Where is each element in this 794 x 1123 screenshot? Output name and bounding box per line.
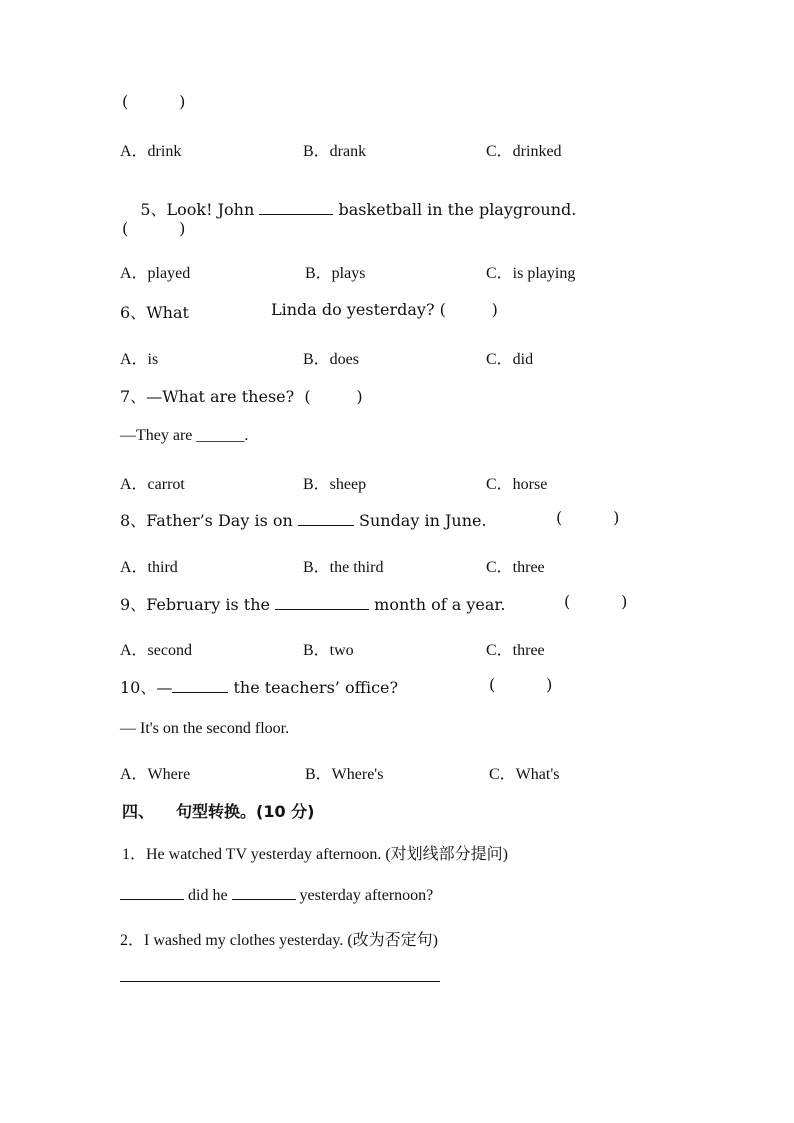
- q4-answer-paren-line: [0, 92, 794, 116]
- question-number: 6、: [120, 303, 147, 322]
- q10-answer-line: [0, 720, 794, 744]
- s4-q1-stem: [0, 841, 794, 865]
- question-text: What: [146, 303, 189, 322]
- answer-blank-1: [120, 885, 184, 900]
- option-b: B．plays: [305, 265, 366, 282]
- q5-options: [0, 260, 794, 284]
- option-a: A．Where: [120, 766, 191, 783]
- q9-options: [0, 637, 794, 661]
- option-c: C．three: [486, 642, 545, 659]
- option-c: C．drinked: [486, 143, 562, 160]
- answer-text-end: .: [244, 427, 249, 444]
- option-c: C．is playing: [486, 265, 576, 282]
- q10-stem: [0, 675, 794, 699]
- option-c: C．What's: [489, 766, 560, 783]
- option-a: A．second: [120, 642, 192, 659]
- section-label: 四、: [122, 802, 155, 821]
- question-number: 9、: [120, 595, 147, 614]
- question-text-end: Sunday in June.: [353, 511, 487, 530]
- option-a: A．drink: [120, 143, 182, 160]
- question-text-end: Linda do yesterday? ( ): [271, 300, 498, 319]
- question-text: 2．I washed my clothes yesterday. (改为否定句): [120, 932, 439, 949]
- answer-paren: ( ): [122, 219, 186, 238]
- q8-stem: [0, 508, 794, 532]
- q7-stem: [0, 384, 794, 408]
- answer-paren: ( ): [489, 675, 553, 694]
- q4-options: [0, 138, 794, 162]
- option-b: B．Where's: [305, 766, 384, 783]
- answer-paren: ( ): [556, 508, 620, 527]
- option-a: A．played: [120, 265, 191, 282]
- option-a: A．third: [120, 559, 178, 576]
- question-text: —: [156, 678, 173, 697]
- option-b: B．sheep: [303, 476, 367, 493]
- section-heading: [0, 799, 794, 823]
- question-number: 7、: [120, 387, 147, 406]
- option-a: A．is: [120, 351, 159, 368]
- question-text: Father’s Day is on: [146, 511, 298, 530]
- q6-options: [0, 346, 794, 370]
- question-number: 10、: [120, 678, 157, 697]
- question-text: Look! John: [166, 200, 260, 219]
- question-text-end: the teachers’ office?: [228, 678, 399, 697]
- option-c: C．horse: [486, 476, 548, 493]
- answer-text: —They are: [120, 427, 197, 444]
- option-b: B．drank: [303, 143, 367, 160]
- question-text: —What are these? ( ): [146, 387, 363, 406]
- q8-options: [0, 554, 794, 578]
- answer-blank: [275, 595, 369, 610]
- q9-stem: [0, 592, 794, 616]
- section-title: 句型转换。(10 分): [176, 802, 315, 821]
- q5-answer-paren-line: [0, 219, 794, 243]
- q7-answer-line: [0, 427, 794, 451]
- answer-paren: ( ): [122, 92, 186, 111]
- option-a: A．carrot: [120, 476, 185, 493]
- question-number: 8、: [120, 511, 147, 530]
- q6-stem: [0, 300, 794, 324]
- answer-blank: ______: [196, 427, 245, 444]
- q5-stem: [0, 178, 794, 219]
- question-text: 1．He watched TV yesterday afternoon. (对划线部分提问): [122, 846, 508, 863]
- answer-blank: [172, 678, 228, 693]
- s4-q1-answer-line: [0, 885, 794, 909]
- question-text-end: month of a year.: [369, 595, 506, 614]
- answer-text-end: yesterday afternoon?: [295, 887, 434, 904]
- answer-paren: ( ): [564, 592, 628, 611]
- q7-options: [0, 471, 794, 495]
- s4-q2-answer-line: [120, 981, 440, 982]
- question-number: 5、: [140, 200, 167, 219]
- option-b: B．the third: [303, 559, 384, 576]
- option-c: C．three: [486, 559, 545, 576]
- q10-options: [0, 761, 794, 785]
- answer-blank-2: [232, 885, 296, 900]
- answer-text: did he: [184, 887, 232, 904]
- s4-q2-stem: [0, 927, 794, 951]
- question-text-end: basketball in the playground.: [333, 200, 577, 219]
- answer-blank: [298, 511, 354, 526]
- option-b: B．two: [303, 642, 354, 659]
- answer-text: — It's on the second floor.: [120, 720, 290, 737]
- option-c: C．did: [486, 351, 534, 368]
- answer-blank: [259, 200, 333, 215]
- question-text: February is the: [146, 595, 276, 614]
- option-b: B．does: [303, 351, 360, 368]
